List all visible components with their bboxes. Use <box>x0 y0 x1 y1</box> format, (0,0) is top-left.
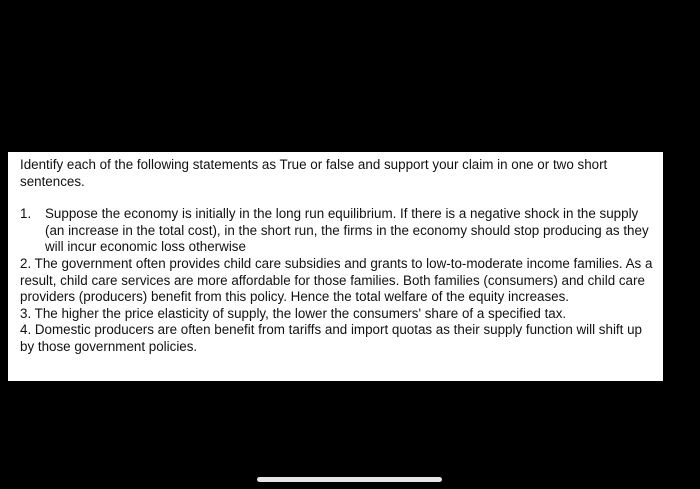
question-1 <box>20 206 653 256</box>
question-3: 3. The higher the price elasticity of supply, the lower the consumers' share of a specified tax. <box>20 305 567 321</box>
question-4: 4. Domestic producers are often benefit from tariffs and import quotas as their supply function will shift up by those government policies. <box>20 322 642 354</box>
document-panel <box>8 152 663 381</box>
question-list <box>20 206 653 355</box>
question-2: 2. The government often provides child care subsidies and grants to low-to-moderate income families. As a result, child care services are more affordable for those families. Both families (consumers) and child care providers (producers) benefit from this policy. Hence the total welfare of the equity increases. <box>20 255 653 305</box>
instructions-text: Identify each of the following statements as True or false and support your claim in one or two short sentences. <box>20 157 608 189</box>
question-1-text: Suppose the economy is initially in the long run equilibrium. If there is a negative shock in the supply (an increase in the total cost), in the short run, the firms in the economy should stop producing as they will incur economic loss otherwise <box>45 206 649 255</box>
question-1-number: 1. <box>20 206 32 222</box>
home-indicator-bar[interactable] <box>257 477 442 482</box>
